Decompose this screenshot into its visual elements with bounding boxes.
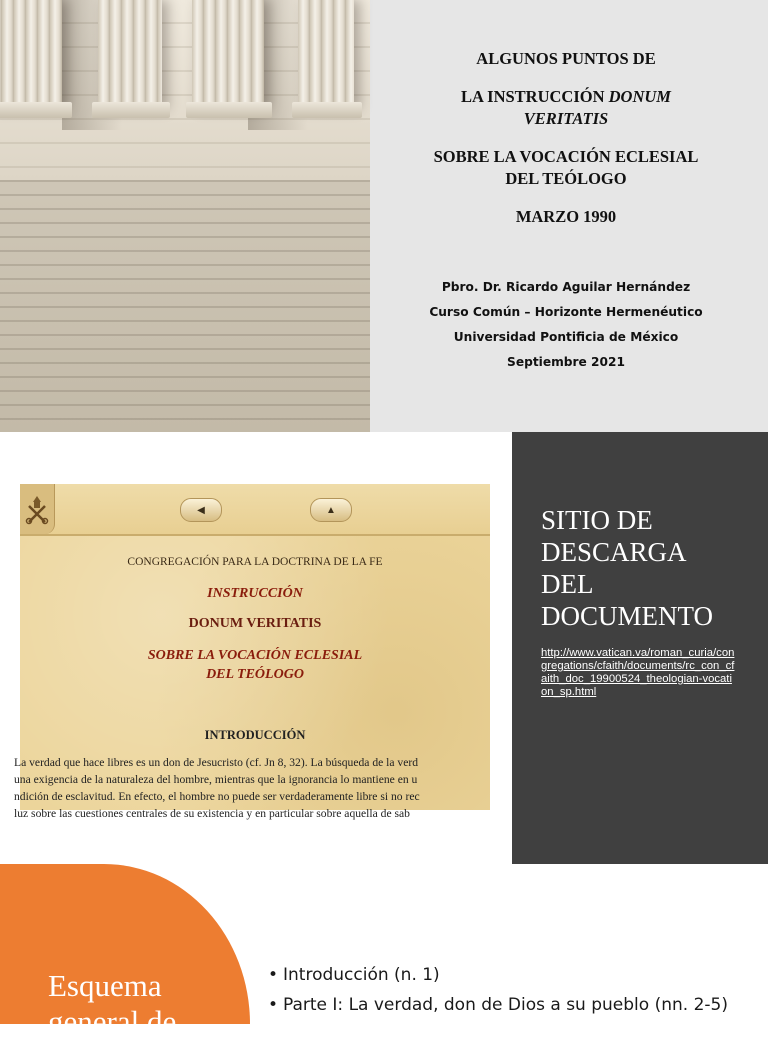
download-panel: [512, 432, 768, 864]
doc-subtitle-line: SOBRE LA VOCACIÓN ECLESIAL: [147, 648, 363, 663]
courthouse-steps-photo: [0, 0, 370, 432]
title-date: MARZO 1990: [515, 207, 617, 226]
doc-body-line: ndición de esclavitud. En efecto, el hombre no puede ser verdaderamente libre si no rec: [14, 790, 420, 803]
doc-congregation: CONGREGACIÓN PARA LA DOCTRINA DE LA FE: [127, 556, 383, 568]
panel-title-line: DEL: [541, 569, 594, 599]
title-line: SOBRE LA VOCACIÓN ECLESIAL: [433, 147, 699, 166]
list-item: [268, 960, 728, 990]
list-item-text: Parte I: La verdad, don de Dios a su pueblo (nn. 2-5): [283, 995, 728, 1015]
list-item-text: Introducción (n. 1): [283, 965, 440, 985]
title-line-part: LA INSTRUCCIÓN: [461, 87, 605, 106]
doc-body-line: La verdad que hace libres es un don de Jesucristo (cf. Jn 8, 32). La búsqueda de la verd: [14, 756, 419, 769]
title-line: [388, 86, 744, 108]
bullet-icon: •: [268, 965, 279, 985]
outline-title-line: Esquema: [48, 968, 162, 1003]
slide-title: [388, 48, 744, 228]
back-arrow-icon[interactable]: ◀: [180, 498, 222, 522]
doc-body-text: [14, 754, 494, 822]
doc-body-line: una exigencia de la naturaleza del hombre, mientras que la ignorancia lo mantiene en u: [14, 773, 418, 786]
doc-instruccion: INSTRUCCIÓN: [207, 586, 303, 601]
outline-title-line: general de: [48, 1004, 177, 1039]
outline-slide: [0, 864, 768, 1039]
panel-title-line: DOCUMENTO: [541, 601, 714, 631]
presentation-date: Septiembre 2021: [507, 355, 625, 369]
title-line: VERITATIS: [523, 109, 609, 128]
outline-list: [268, 960, 728, 1020]
bullet-icon: •: [268, 995, 279, 1015]
doc-intro-heading: INTRODUCCIÓN: [204, 728, 306, 742]
document-toolbar: [20, 484, 490, 536]
doc-subtitle: [20, 646, 490, 684]
panel-title-line: SITIO DE: [541, 505, 653, 535]
doc-subtitle-line: DEL TEÓLOGO: [206, 667, 304, 682]
panel-title: [541, 504, 756, 632]
university-name: Universidad Pontificia de México: [453, 330, 679, 344]
papal-keys-icon: [20, 484, 55, 534]
doc-body-line: luz sobre las cuestiones centrales de su existencia y en particular sobre aquella de sab: [14, 807, 410, 820]
course-name: Curso Común – Horizonte Hermenéutico: [429, 305, 703, 319]
panel-title-line: DESCARGA: [541, 537, 687, 567]
list-item: [268, 990, 728, 1020]
download-slide: [0, 432, 768, 864]
up-arrow-icon[interactable]: ▲: [310, 498, 352, 522]
title-slide: [0, 0, 768, 432]
author-name: Pbro. Dr. Ricardo Aguilar Hernández: [441, 280, 691, 294]
download-link[interactable]: http://www.vatican.va/roman_curia/congregations/cfaith/documents/rc_con_cfaith_doc_19900524_theologian-vocation_sp.html: [541, 647, 735, 698]
title-line: DEL TEÓLOGO: [505, 169, 627, 188]
title-line: ALGUNOS PUNTOS DE: [476, 49, 656, 68]
title-line-italic: DONUM: [608, 87, 671, 106]
doc-donum-veritatis: DONUM VERITATIS: [188, 616, 322, 631]
document-screenshot: [14, 484, 490, 820]
author-info: [388, 275, 744, 375]
outline-title: [48, 968, 176, 1040]
